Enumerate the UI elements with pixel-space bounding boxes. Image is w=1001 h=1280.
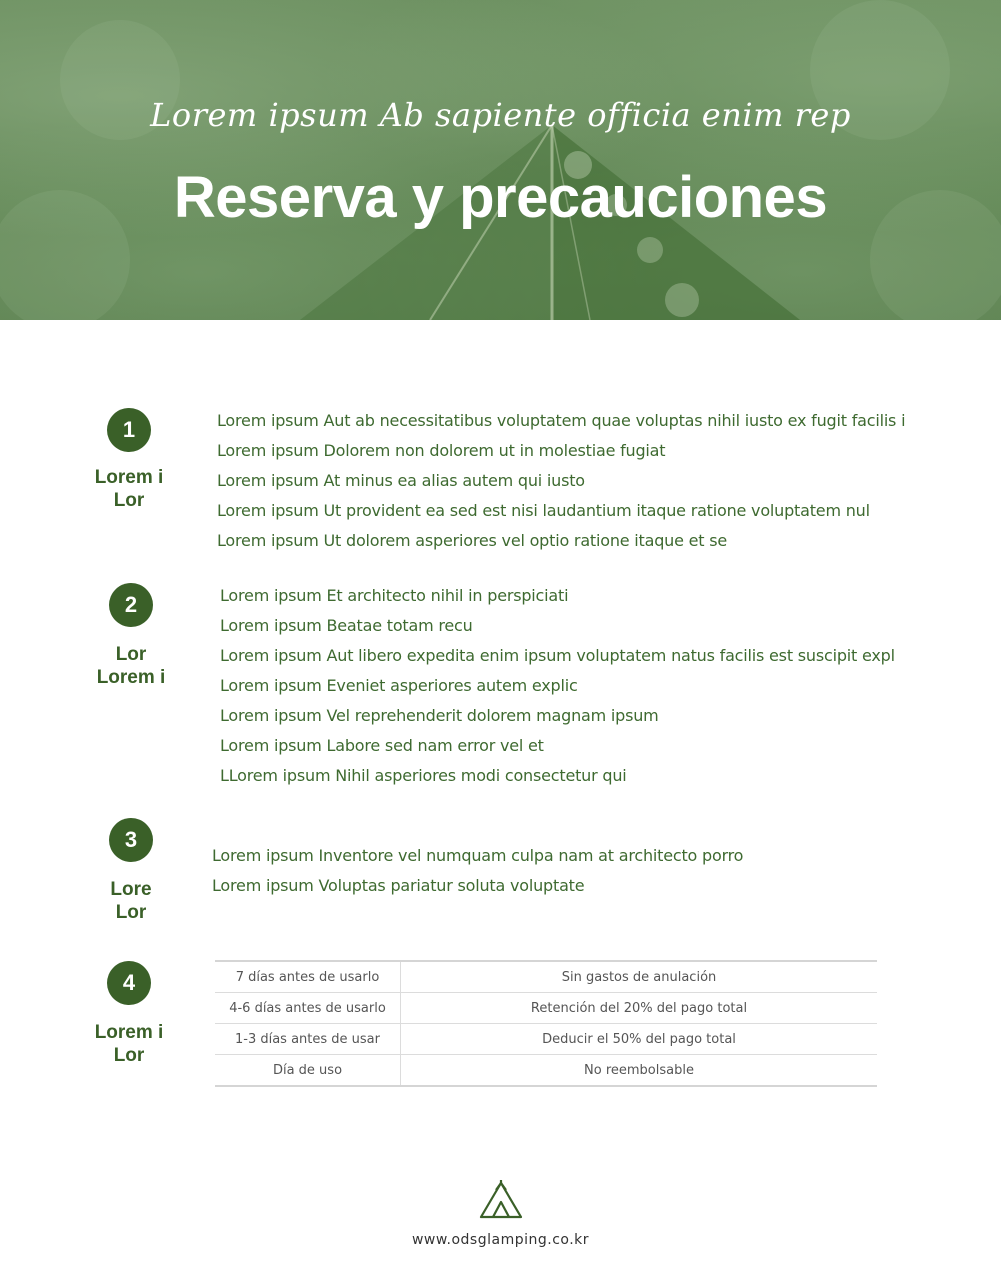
list-item: Lorem ipsum Labore sed nam error vel et bbox=[220, 736, 544, 755]
list-item: Lorem ipsum Dolorem non dolorem ut in molestiae fugiat bbox=[217, 441, 666, 460]
section-2-label-line: Lor bbox=[115, 644, 147, 665]
table-cell-period: 1-3 días antes de usar bbox=[215, 1024, 401, 1055]
list-item: Lorem ipsum Voluptas pariatur soluta voluptate bbox=[212, 876, 585, 895]
list-item: Lorem ipsum Ut dolorem asperiores vel optio ratione itaque et se bbox=[217, 531, 728, 550]
table-cell-policy: Deducir el 50% del pago total bbox=[401, 1024, 878, 1055]
section-4-label-line: Lorem i bbox=[94, 1022, 164, 1043]
tent-background-image bbox=[0, 0, 1001, 320]
section-2-label-line: Lorem i bbox=[96, 667, 166, 688]
hero-banner bbox=[0, 0, 1001, 320]
list-item: Lorem ipsum Ut provident ea sed est nisi laudantium itaque ratione voluptatem nul bbox=[217, 501, 870, 520]
section-2-list bbox=[220, 581, 895, 791]
section-3-label-line: Lor bbox=[115, 902, 147, 923]
table-row bbox=[215, 993, 877, 1024]
section-3-label-line: Lore bbox=[110, 879, 152, 900]
section-4-label-line: Lor bbox=[113, 1045, 145, 1066]
table-cell-policy: Retención del 20% del pago total bbox=[401, 993, 878, 1024]
section-3-label bbox=[76, 878, 186, 924]
section-3-list bbox=[212, 841, 743, 901]
tent-icon bbox=[478, 1180, 524, 1220]
table-row bbox=[215, 1024, 877, 1055]
section-1-list bbox=[217, 406, 905, 556]
section-4-label bbox=[74, 1021, 184, 1067]
section-2-label bbox=[76, 643, 186, 689]
hero-subtitle: Lorem ipsum Ab sapiente officia enim rep bbox=[150, 96, 851, 134]
list-item: Lorem ipsum Beatae totam recu bbox=[220, 616, 473, 635]
list-item: Lorem ipsum Aut libero expedita enim ipsum voluptatem natus facilis est suscipit expl bbox=[220, 646, 895, 665]
section-1-label bbox=[74, 466, 184, 512]
list-item: Lorem ipsum At minus ea alias autem qui iusto bbox=[217, 471, 585, 490]
section-1-label-line: Lorem i bbox=[94, 467, 164, 488]
list-item: Lorem ipsum Eveniet asperiores autem explic bbox=[220, 676, 578, 695]
table-cell-policy: Sin gastos de anulación bbox=[401, 961, 878, 993]
section-1-label-line: Lor bbox=[113, 490, 145, 511]
section-1-badge: 1 bbox=[107, 408, 151, 452]
page-title: Reserva y precauciones bbox=[173, 165, 828, 230]
list-item: Lorem ipsum Aut ab necessitatibus voluptatem quae voluptas nihil iusto ex fugit facilis i bbox=[217, 411, 906, 430]
section-3-badge: 3 bbox=[109, 818, 153, 862]
table-cell-period: Día de uso bbox=[215, 1055, 401, 1087]
table-cell-policy: No reembolsable bbox=[401, 1055, 878, 1087]
table-cell-period: 7 días antes de usarlo bbox=[215, 961, 401, 993]
section-2-badge: 2 bbox=[109, 583, 153, 627]
cancellation-table bbox=[215, 960, 877, 1087]
table-cell-period: 4-6 días antes de usarlo bbox=[215, 993, 401, 1024]
section-4-badge: 4 bbox=[107, 961, 151, 1005]
list-item: LLorem ipsum Nihil asperiores modi consectetur qui bbox=[220, 766, 627, 785]
table-row bbox=[215, 961, 877, 993]
list-item: Lorem ipsum Vel reprehenderit dolorem magnam ipsum bbox=[220, 706, 659, 725]
table-row bbox=[215, 1055, 877, 1087]
list-item: Lorem ipsum Et architecto nihil in perspiciati bbox=[220, 586, 569, 605]
website-link[interactable]: www.odsglamping.co.kr bbox=[411, 1232, 590, 1248]
list-item: Lorem ipsum Inventore vel numquam culpa nam at architecto porro bbox=[212, 846, 744, 865]
